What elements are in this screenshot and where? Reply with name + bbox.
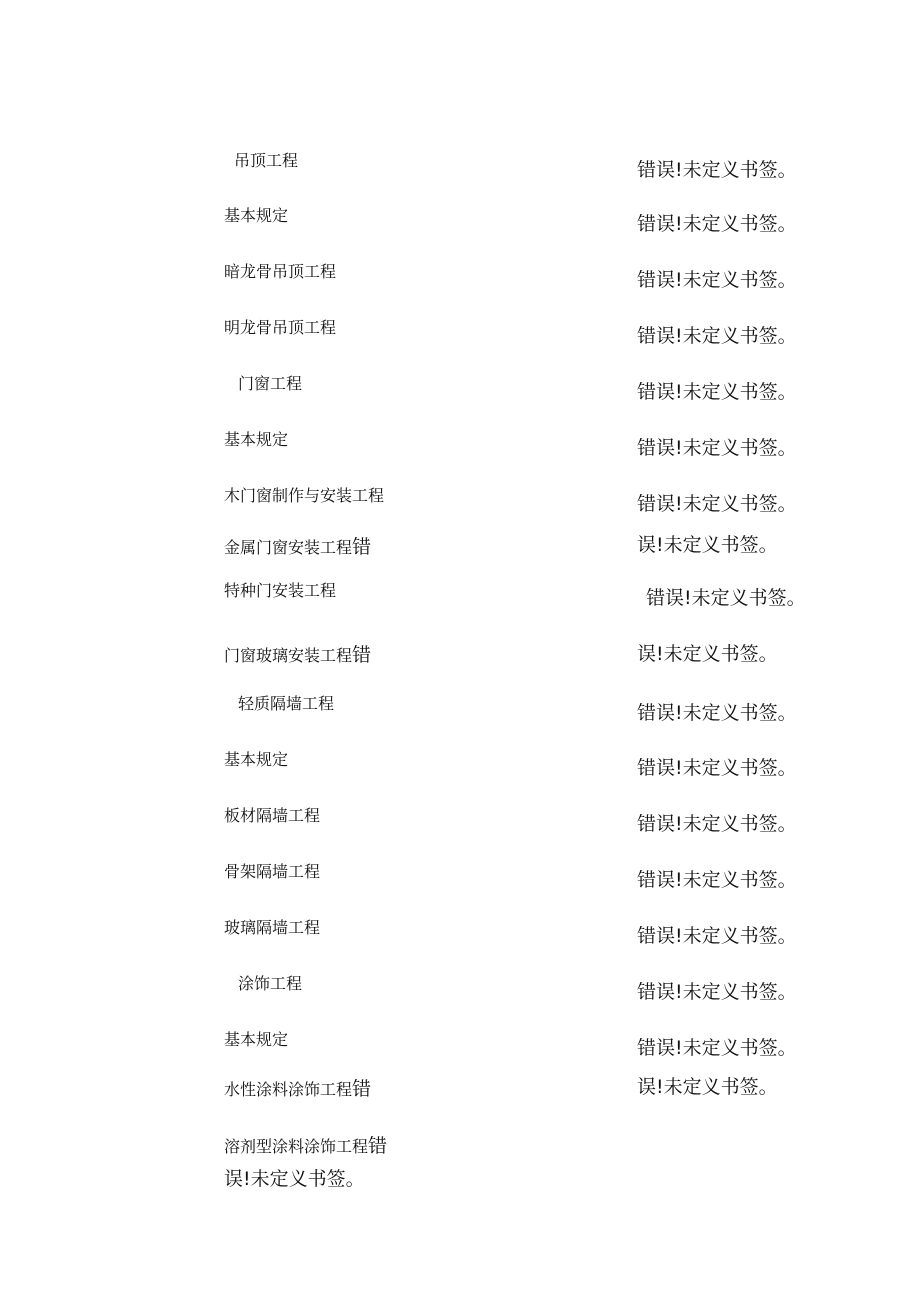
toc-entry-title[interactable]: [224, 536, 371, 558]
toc-entry-title[interactable]: [224, 644, 371, 666]
toc-entry-title-text: 金属门窗安装工程: [224, 538, 353, 557]
toc-entry-title[interactable]: 特种门安装工程: [224, 581, 337, 600]
toc-entry-ref: 错误!未定义书签。: [637, 813, 797, 835]
toc-entry-ref-head: 错: [352, 1078, 372, 1100]
toc-entry-title[interactable]: 基本规定: [224, 430, 289, 449]
toc-entry-ref: 错误!未定义书签。: [637, 213, 797, 235]
toc-entry-title[interactable]: [224, 1078, 371, 1100]
toc-entry-ref-head: 错: [368, 1135, 388, 1157]
toc-entry-title[interactable]: 基本规定: [224, 750, 289, 769]
toc-entry-title[interactable]: 涂饰工程: [238, 974, 303, 993]
toc-entry-ref: 错误!未定义书签。: [637, 1037, 797, 1059]
toc-entry-title[interactable]: 板材隔墙工程: [224, 806, 321, 825]
toc-entry-ref: 错误!未定义书签。: [637, 325, 797, 347]
toc-entry-title[interactable]: 暗龙骨吊顶工程: [224, 262, 337, 281]
toc-entry-ref: 错误!未定义书签。: [637, 925, 797, 947]
toc-entry-ref: 错误!未定义书签。: [637, 269, 797, 291]
toc-entry-title[interactable]: 玻璃隔墙工程: [224, 918, 321, 937]
toc-entry-title[interactable]: 木门窗制作与安装工程: [224, 486, 385, 505]
toc-entry-title[interactable]: 吊顶工程: [234, 151, 299, 170]
toc-entry-title[interactable]: 轻质隔墙工程: [238, 694, 335, 713]
toc-entry-ref: 错误!未定义书签。: [637, 757, 797, 779]
toc-entry-ref: 错误!未定义书签。: [637, 381, 797, 403]
toc-entry-title[interactable]: 基本规定: [224, 206, 289, 225]
toc-entry-ref-head: 错: [352, 536, 372, 558]
toc-entry-ref: 误!未定义书签。: [637, 1076, 778, 1098]
toc-entry-ref: 误!未定义书签。: [637, 643, 778, 665]
toc-entry-ref: 错误!未定义书签。: [637, 869, 797, 891]
toc-entry-ref: 错误!未定义书签。: [646, 587, 806, 609]
toc-entry-title-text: 门窗玻璃安装工程: [224, 646, 353, 665]
toc-entry-ref: 错误!未定义书签。: [637, 493, 797, 515]
toc-entry-title[interactable]: [224, 1135, 387, 1157]
toc-entry-ref: 错误!未定义书签。: [637, 981, 797, 1003]
toc-entry-ref: 错误!未定义书签。: [637, 437, 797, 459]
toc-entry-ref: 错误!未定义书签。: [637, 702, 797, 724]
toc-entry-title[interactable]: 门窗工程: [238, 374, 303, 393]
toc-entry-title-text: 溶剂型涂料涂饰工程: [224, 1137, 369, 1156]
toc-entry-title[interactable]: 明龙骨吊顶工程: [224, 318, 337, 337]
toc-entry-title[interactable]: 骨架隔墙工程: [224, 862, 321, 881]
toc-entry-ref: 错误!未定义书签。: [637, 159, 797, 181]
toc-entry-title[interactable]: 基本规定: [224, 1030, 289, 1049]
toc-entry-ref: 误!未定义书签。: [224, 1168, 365, 1190]
toc-entry-ref-head: 错: [352, 644, 372, 666]
toc-entry-title-text: 水性涂料涂饰工程: [224, 1080, 353, 1099]
toc-entry-ref: 误!未定义书签。: [637, 534, 778, 556]
